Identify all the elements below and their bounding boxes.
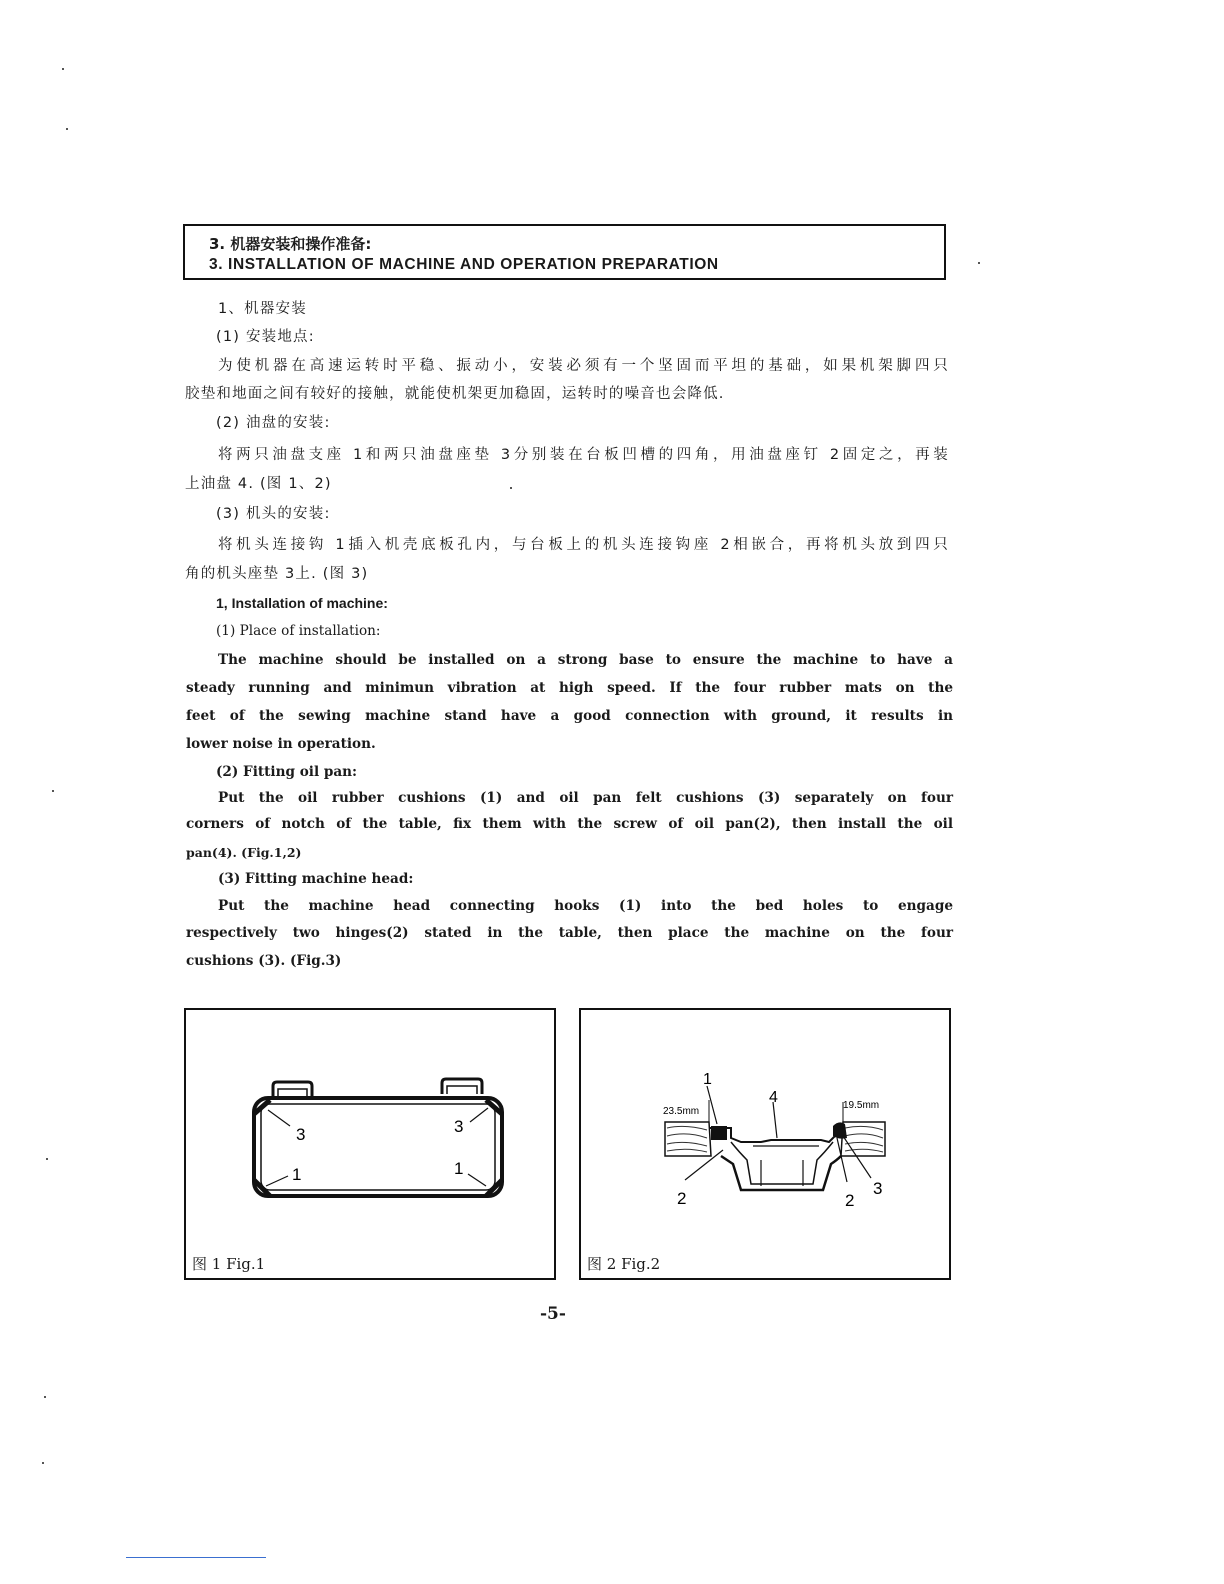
en-paragraph-2-line-1: Put the oil rubber cushions (1) and oil pan felt cushions (3) separately on four	[218, 790, 953, 806]
fig2-label-4: 4	[769, 1089, 778, 1106]
page-number: -5-	[540, 1304, 566, 1324]
en-paragraph-2-line-2: corners of notch of the table, fix them with the screw of oil pan(2), then install the oil	[186, 816, 953, 832]
en-paragraph-1-line-2: steady running and minimun vibration at high speed. If the four rubber mats on the	[186, 680, 953, 696]
figure-2-drawing	[581, 1010, 953, 1282]
en-heading-place: (1) Place of installation:	[216, 623, 381, 639]
zh-heading-oil-pan: (2) 油盘的安装:	[216, 415, 331, 431]
en-heading-oil-pan: (2) Fitting oil pan:	[216, 764, 358, 780]
section-title-zh: 3. 机器安装和操作准备:	[209, 235, 372, 253]
en-paragraph-3-line-3: cushions (3). (Fig.3)	[186, 953, 342, 969]
scan-speck	[510, 487, 512, 489]
section-header	[183, 224, 946, 280]
fig1-label-3-left: 3	[296, 1125, 306, 1144]
zh-paragraph-3-line-2: 角的机头座垫 3上. (图 3)	[185, 566, 369, 582]
en-heading-machine-head: (3) Fitting machine head:	[218, 871, 414, 887]
scan-speck	[46, 1158, 48, 1160]
scan-speck	[66, 128, 68, 130]
fig1-label-3-right: 3	[454, 1117, 464, 1136]
fig2-label-3: 3	[873, 1179, 883, 1198]
figure-1-drawing	[186, 1010, 558, 1282]
scan-speck	[44, 1396, 46, 1398]
figure-1-caption: 图 1 Fig.1	[192, 1255, 266, 1273]
figure-2-caption: 图 2 Fig.2	[587, 1255, 661, 1273]
scan-blue-line	[126, 1557, 266, 1558]
zh-subsection-1: 1、机器安装	[218, 301, 307, 317]
zh-paragraph-1-line-1: 为使机器在高速运转时平稳、振动小，安装必须有一个坚固而平坦的基础，如果机架脚四只	[218, 358, 949, 374]
fig2-label-1: 1	[703, 1071, 712, 1088]
zh-paragraph-2-line-2: 上油盘 4. (图 1、2)	[185, 476, 332, 492]
scan-speck	[62, 68, 64, 70]
en-subsection-1: 1, Installation of machine:	[216, 595, 388, 611]
fig2-label-2-left: 2	[677, 1189, 687, 1208]
scan-speck	[978, 262, 980, 264]
section-title-en: 3. INSTALLATION OF MACHINE AND OPERATION PREPARATION	[209, 256, 719, 273]
en-paragraph-3-line-2: respectively two hinges(2) stated in the table, then place the machine on the four	[186, 925, 953, 941]
en-paragraph-1-line-3: feet of the sewing machine stand have a good connection with ground, it results in	[186, 708, 953, 724]
en-paragraph-1-line-1: The machine should be installed on a strong base to ensure the machine to have a	[218, 652, 953, 668]
en-paragraph-2-line-3: pan(4). (Fig.1,2)	[186, 845, 302, 860]
fig2-dim-left: 23.5mm	[663, 1106, 700, 1117]
en-paragraph-1-line-4: lower noise in operation.	[186, 736, 376, 752]
figure-1	[184, 1008, 556, 1280]
fig2-dim-right: 19.5mm	[843, 1100, 880, 1111]
zh-paragraph-1-line-2: 胶垫和地面之间有较好的接触，就能使机架更加稳固，运转时的噪音也会降低.	[185, 386, 725, 402]
scan-speck	[52, 790, 54, 792]
fig1-label-1-left: 1	[292, 1165, 302, 1184]
fig1-label-1-right: 1	[454, 1159, 464, 1178]
zh-heading-place: (1) 安装地点:	[216, 329, 315, 345]
zh-heading-machine-head: (3) 机头的安装:	[216, 506, 331, 522]
en-paragraph-3-line-1: Put the machine head connecting hooks (1) into the bed holes to engage	[218, 898, 953, 914]
fig2-label-2-right: 2	[845, 1191, 855, 1210]
zh-paragraph-2-line-1: 将两只油盘支座 1和两只油盘座垫 3分别装在台板凹槽的四角，用油盘座钉 2固定之，再装	[218, 447, 949, 463]
figure-2	[579, 1008, 951, 1280]
zh-paragraph-3-line-1: 将机头连接钩 1插入机壳底板孔内，与台板上的机头连接钩座 2相嵌合，再将机头放到四只	[218, 537, 949, 553]
scan-speck	[42, 1462, 44, 1464]
